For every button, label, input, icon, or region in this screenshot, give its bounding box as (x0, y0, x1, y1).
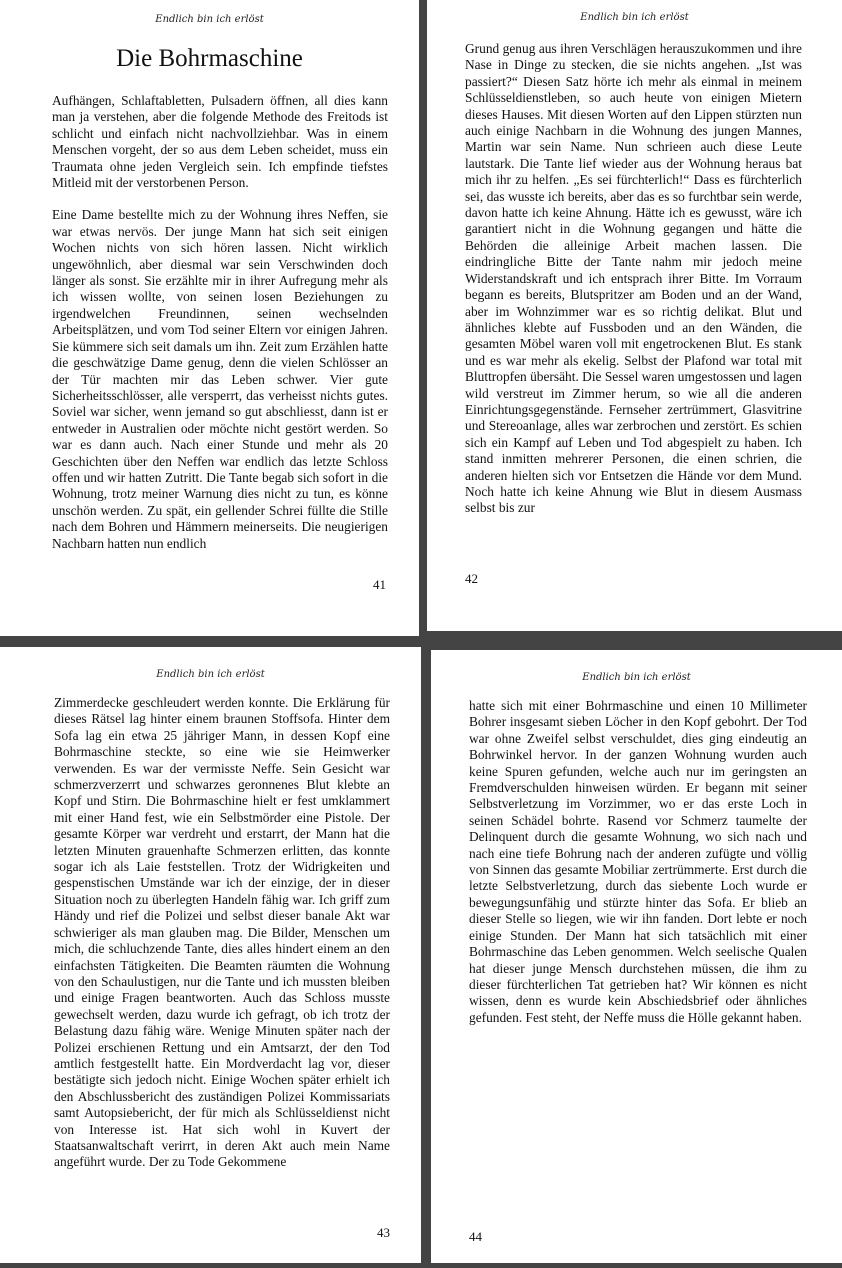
running-header: Endlich bin ich erlöst (155, 14, 264, 25)
page-41 (0, 0, 419, 636)
paragraph: Aufhängen, Schlaftabletten, Pulsadern öffnen, all dies kann man ja verstehen, aber die folgende Methode des Freitods ist schlicht und einfach nicht nachvollziehbar. Was in einem Menschen vorgeht, der so aus dem Leben scheidet, muss ein Traumata ohne jeden Vergleich sein. Ich empfinde tiefstes Mitleid mit der verstorbenen Person. (52, 93, 388, 191)
page-number: 42 (465, 571, 478, 586)
running-header: Endlich bin ich erlöst (582, 672, 691, 683)
paragraph: Eine Dame bestellte mich zu der Wohnung ihres Neffen, sie war etwas nervös. Der junge Mann hat sich seit einigen Wochen nichts von sich hören lassen. Nicht wirklich ungewöhnlich, aber diesmal war sein Verschwinden doch länger als sonst. Sie erzählte mir in ihrer Aufregung mehr als ich wissen wollte, von seinen losen Beziehungen zu irgendwelchen Freundinnen, seinen wechselnden Arbeitsplätzen, und vom Tod seiner Eltern vor einigen Jahren. Sie kümmere sich seit damals um ihn. Zeit zum Erzählen hatte die geschwätzige Dame genug, denn die vielen Schlösser an der Tür machten mir das Leben schwer. Vier gute Sicherheitsschlösser, alle versperrt, das verheisst nichts gutes. Soviel war sicher, wenn jemand so gut abschliesst, dann ist er entweder in Australien oder möchte nicht gestört werden. So war es dann auch. Nach einer Stunde und mehr als 20 Geschichten über den Neffen war endlich das letzte Schloss offen und wir hatten Zutritt. Die Tante begab sich sofort in die Wohnung, trotz meiner Warnung dies nicht zu tun, es könne unschön werden. Zu spät, ein gellender Schrei füllte die Stille nach dem Bohren und Hämmern meinerseits. Die neugierigen Nachbarn hatten nun endlich (52, 207, 388, 551)
page-number: 44 (469, 1229, 482, 1244)
page-body (465, 41, 802, 517)
page-body (54, 695, 390, 1171)
page-number: 43 (377, 1225, 390, 1240)
chapter-title: Die Bohrmaschine (116, 45, 303, 72)
page-number: 41 (373, 577, 386, 592)
page-body (469, 698, 807, 1026)
page-42 (427, 0, 842, 631)
page-body (52, 93, 388, 552)
running-header: Endlich bin ich erlöst (580, 12, 689, 23)
paragraph: hatte sich mit einer Bohrmaschine und einen 10 Millimeter Bohrer insgesamt sieben Löcher in den Kopf gebohrt. Der Tod war ohne Zweifel selbst verschuldet, dies ging eindeutig an Bohrwinkel hervor. In der ganzen Wohnung wurden auch keine Spuren gefunden, welche auch nur im geringsten an Fremdverschulden hinweisen würden. Er begann mit seiner Selbstverletzung im Vorzimmer, wo er das erste Loch in seinen Schädel bohrte. Rasend vor Schmerz taumelte der Delinquent durch die gesamte Wohnung, wo sich nach und nach eine tiefe Bohrung nach der anderen zufügte und völlig von Sinnen das gesamte Mobiliar zertrümmerte. Erst durch die letzte Selbstverletzung, durch das siebente Loch wurde er bewegungsunfähig und stürzte hinter das Sofa. Er blieb an dieser Stelle so liegen, wie wir ihn fanden. Dort lebte er noch einige Stunden. Der Mann hat sich tatsächlich mit einer Bohrmaschine das Leben genommen. Welch seelische Qualen hat dieser junge Mensch durchstehen müssen, die ihm zu dieser fürchterlichen Tat getrieben hat? Wir können es nicht wissen, denn es wurde kein Abschiedsbrief oder ähnliches gefunden. Fest steht, der Neffe muss die Hölle gekannt haben. (469, 698, 807, 1025)
paragraph: Grund genug aus ihren Verschlägen herauszukommen und ihre Nase in Dinge zu stecken, die sie nichts angehen. „Ist was passiert?“ Diesen Satz hörte ich mehr als einmal in meinem Schlüsseldienstleben, so auch heute von einigen Mietern dieses Hauses. Mit diesen Worten auf den Lippen stürzten nun auch einige Nachbarn in die Wohnung des jungen Mannes, Martin war sein Name. Nun schrieen auch diese Leute lautstark. Die Tante lief wieder aus der Wohnung heraus bat mich ihr zu helfen. „Es sei fürchterlich!“ Dass es fürchterlich sei, das wusste ich bereits, aber das es so furchtbar sein werde, davon hatte ich keine Ahnung. Hätte ich es gewusst, wäre ich garantiert nicht in die Wohnung gegangen und hätte die Behörden die alleinige Arbeit machen lassen. Die eindringliche Bitte der Tante nahm mir jedoch meine Widerstandskraft und ich entsprach ihrer Bitte. Im Vorraum begann es bereits, Blutspritzer am Boden und an der Wand, aber im Wohnzimmer war es so richtig delikat. Blut und ähnliches klebte auf Fussboden und an den Wänden, die gesamten Möbel waren voll mit engetrockenen Blut. Es stank und es war mehr als ekelig. Selbst der Plafond war total mit Bluttropfen übersäht. Die Sessel waren umgestossen und lagen wild verstreut im Zimmer herum, so wie all die anderen Einrichtungsgegenstände. Fernseher zertrümmert, Glasvitrine und Stereoanlage, alles war zerbrochen und zerstört. Es schien sich ein Kampf auf Leben und Tod abgespielt zu haben. Ich stand inmitten mehrerer Personen, die einen schrien, die anderen hielten sich vor Entsetzen die Hände vor dem Mund. Noch hatte ich keine Ahnung wie Blut in diesem Ausmass selbst bis zur (465, 41, 802, 516)
paragraph: Zimmerdecke geschleudert werden konnte. Die Erklärung für dieses Rätsel lag hinter einem braunen Stoffsofa. Hinter dem Sofa lag ein etwa 25 jähriger Mann, in dessen Kopf eine Bohrmaschine steckte, so eine wie sie Heimwerker verwenden. Es war der vermisste Neffe. Sein Gesicht war schmerzverzerrt und schwarzes geronnenes Blut klebte an Kopf und Stirn. Die Bohrmaschine hielt er fest umklammert mit einer Hand fest, wie ein Selbstmörder eine Pistole. Der gesamte Körper war verdreht und erstarrt, der Mann hat die letzten Minuten grauenhafte Schmerzen erlitten, das konnte sogar ich als Laie feststellen. Trotz der Widrigkeiten und gespenstischen Umstände war ich der einzige, der in dieser Situation noch zu überlegten Handeln fähig war. Ich griff zum Händy und rief die Polizei und selbst dieser banale Akt war schwieriger als man glauben mag. Die Bilder, Menschen um mich, die schluchzende Tante, dies alles hindert einem an den einfachsten Tätigkeiten. Die Beamten räumten die Wohnung von den Schaulustigen, nur die Tante und ich mussten bleiben und einige Fragen beantworten. Auch das Schloss musste gewechselt werden, dazu wurde ich gefragt, ob ich trotz der Belastung dazu fähig wäre. Wenige Minuten später nach der Polizei erschienen Rettung und ein Amtsarzt, der den Tod amtlich festgestellt hatte. Ein Mordverdacht lag vor, dieser bestätigte sich jedoch nicht. Einige Wochen später erhielt ich den Abschlussbericht des zuständigen Polizei Kommissariats samt Autopsiebericht, der für mich als Schlüsseldienst nicht von Interesse ist. Hat sich wohl in Kuvert der Staatsanwaltschaft verirrt, in deren Akt auch mein Name angeführt wurde. Der zu Tode Gekommene (54, 695, 390, 1170)
running-header: Endlich bin ich erlöst (156, 669, 265, 680)
page-44 (431, 650, 842, 1263)
page-43 (0, 647, 421, 1263)
